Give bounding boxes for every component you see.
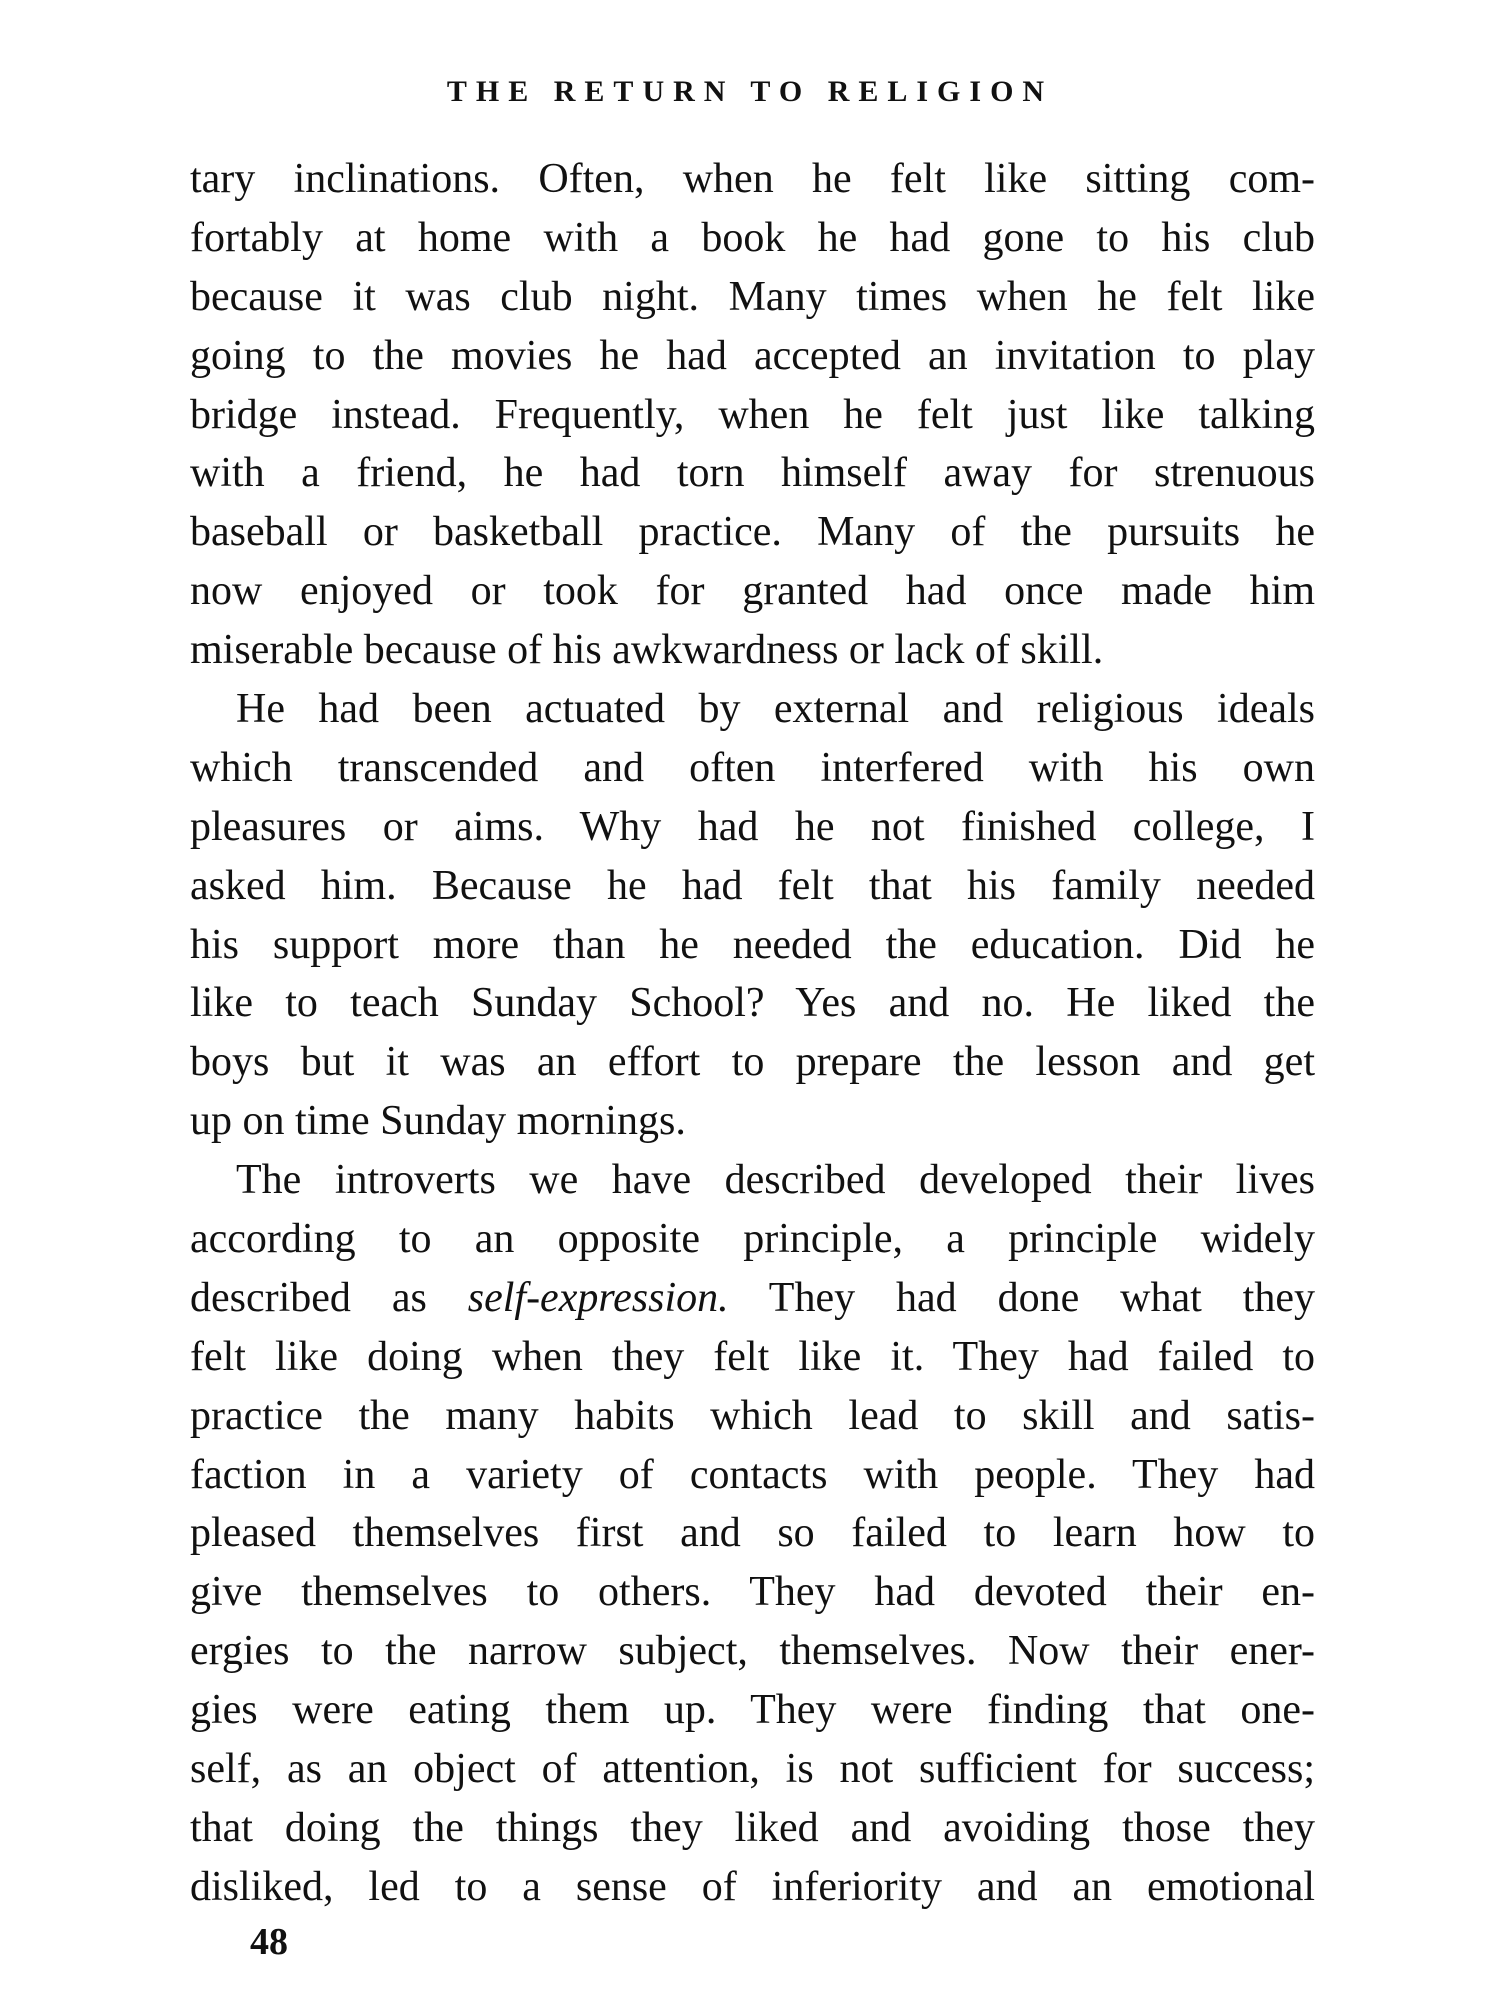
text-line: according to an opposite principle, a principle widely — [190, 1216, 1315, 1263]
emphasized-term: self-expression. — [467, 1274, 729, 1321]
text-line: his support more than he needed the education. Did he — [190, 921, 1315, 968]
text-line: that doing the things they liked and avoiding those they — [190, 1804, 1315, 1851]
text-line: asked him. Because he had felt that his family needed — [190, 862, 1315, 909]
body-text — [190, 150, 1315, 1917]
text-line-with-emphasis — [190, 1269, 1315, 1328]
text-line: miserable because of his awkwardness or lack of skill. — [190, 627, 1104, 674]
text-line: ergies to the narrow subject, themselves. Now their ener- — [190, 1628, 1315, 1675]
text-line: disliked, led to a sense of inferiority and an emotional — [190, 1863, 1315, 1910]
text-line: with a friend, he had torn himself away for strenuous — [190, 450, 1315, 497]
text-line: which transcended and often interfered with his own — [190, 744, 1315, 791]
text-line: going to the movies he had accepted an invitation to play — [190, 332, 1315, 379]
running-head: THE RETURN TO RELIGION — [446, 75, 1054, 108]
text-line: because it was club night. Many times when he felt like — [190, 273, 1315, 320]
text-line: pleasures or aims. Why had he not finished college, I — [190, 803, 1315, 850]
text-fragment: described as — [190, 1274, 468, 1321]
text-line: like to teach Sunday School? Yes and no. He liked the — [190, 980, 1315, 1027]
text-line: faction in a variety of contacts with people. They had — [190, 1451, 1315, 1498]
text-line: practice the many habits which lead to skill and satis- — [190, 1392, 1315, 1439]
text-line: He had been actuated by external and religious ideals — [236, 686, 1315, 733]
text-line: self, as an object of attention, is not sufficient for success; — [190, 1746, 1315, 1793]
text-line: gies were eating them up. They were finding that one- — [190, 1687, 1315, 1734]
text-line: give themselves to others. They had devoted their en- — [190, 1569, 1315, 1616]
text-line: up on time Sunday mornings. — [190, 1098, 686, 1145]
text-line: bridge instead. Frequently, when he felt just like talking — [190, 391, 1315, 438]
page-number: 48 — [250, 1921, 288, 1963]
text-line: felt like doing when they felt like it. They had failed to — [190, 1333, 1315, 1380]
text-fragment: They had done what they — [728, 1274, 1315, 1321]
text-line: now enjoyed or took for granted had once made him — [190, 568, 1315, 615]
text-line: fortably at home with a book he had gone to his club — [190, 214, 1315, 261]
text-line: The introverts we have described developed their lives — [236, 1157, 1315, 1204]
text-line: boys but it was an effort to prepare the lesson and get — [190, 1039, 1315, 1086]
text-line: baseball or basketball practice. Many of the pursuits he — [190, 509, 1315, 556]
text-line: pleased themselves first and so failed to learn how to — [190, 1510, 1315, 1557]
text-line: tary inclinations. Often, when he felt like sitting com- — [190, 156, 1315, 202]
